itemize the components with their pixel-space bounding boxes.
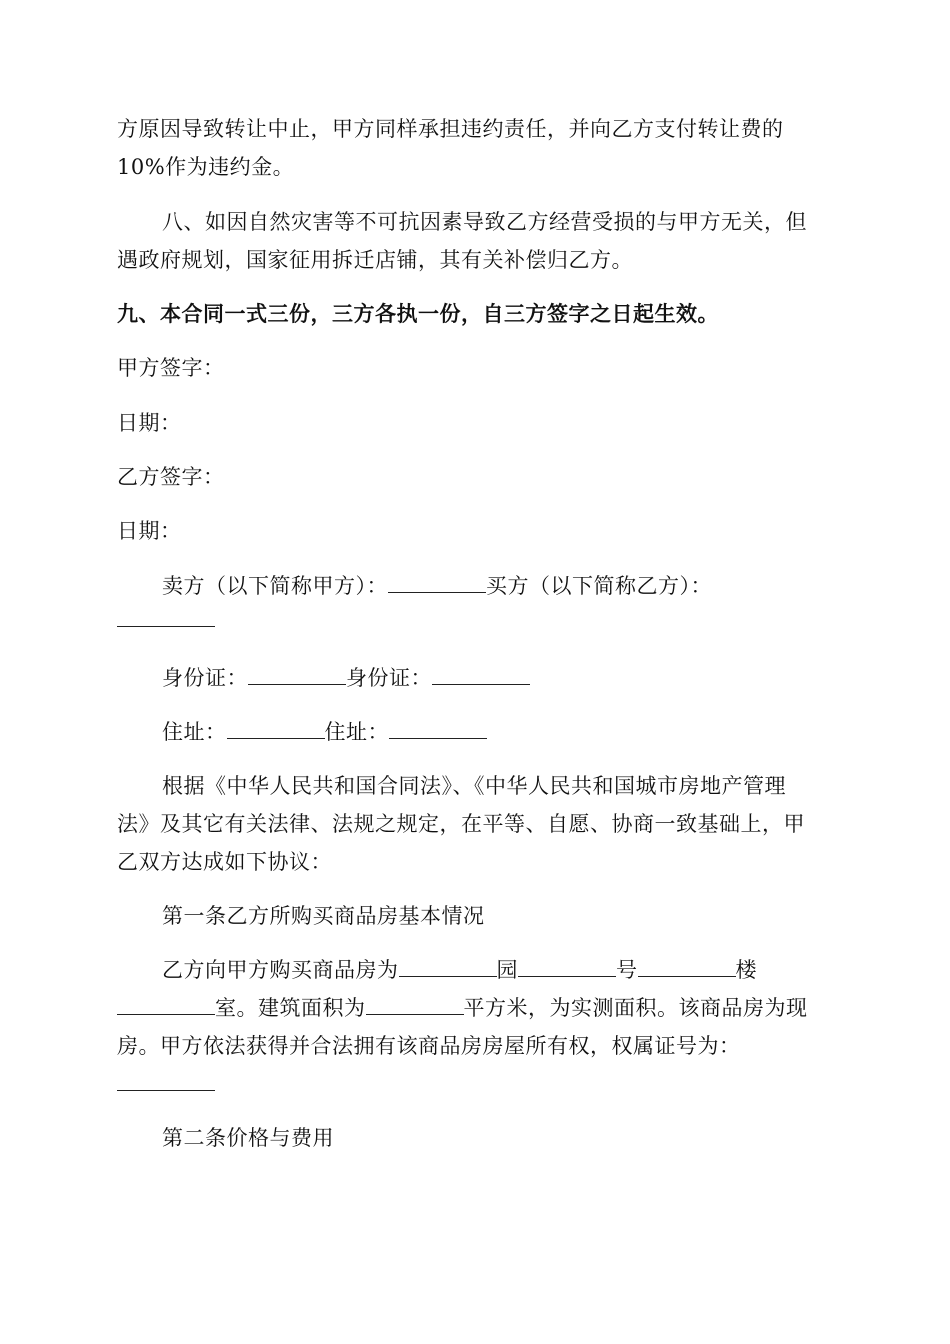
- area-blank: [366, 994, 464, 1015]
- address-blank-a: [227, 718, 325, 739]
- para-nine: [117, 299, 719, 329]
- id-blank-a: [248, 664, 346, 685]
- seller-name-blank: [388, 572, 486, 593]
- article-one-line-2: [117, 993, 808, 1023]
- date-label-1: [117, 408, 182, 438]
- room-blank: [117, 994, 215, 1015]
- text: 日期：: [117, 411, 182, 435]
- text: 第二条价格与费用: [162, 1126, 334, 1150]
- text: 根据《中华人民共和国合同法》、《中华人民共和国城市房地产管理: [162, 774, 786, 798]
- id-label-a: 身份证：: [162, 666, 248, 690]
- seller-label: 卖方（以下简称甲方）：: [162, 574, 388, 598]
- address-label-b: 住址：: [324, 720, 389, 744]
- id-blank-b: [432, 664, 530, 685]
- address-blank-b: [389, 718, 487, 739]
- address-line: [162, 717, 487, 747]
- text: 园: [496, 958, 518, 982]
- id-card-line: [162, 663, 530, 693]
- seller-buyer-line: [162, 571, 712, 601]
- date-label-2: [117, 516, 182, 546]
- text: 10%作为违约金。: [117, 155, 295, 179]
- text: 遇政府规划，国家征用拆迁店铺，其有关补偿归乙方。: [117, 248, 633, 272]
- number-blank: [518, 956, 616, 977]
- id-label-b: 身份证：: [346, 666, 432, 690]
- estate-blank: [399, 956, 497, 977]
- article-one-title: [162, 901, 485, 931]
- article-one-line-1: [162, 955, 757, 985]
- certificate-blank-line: [117, 1069, 215, 1099]
- para-seven-line-2: [117, 152, 294, 182]
- text: 号: [616, 958, 638, 982]
- party-b-signature-label: [117, 462, 225, 492]
- para-eight-line-1: [162, 207, 807, 237]
- text: 法》及其它有关法律、法规之规定，在平等、自愿、协商一致基础上，甲: [117, 812, 805, 836]
- buyer-name-blank-line: [117, 605, 215, 635]
- buyer-label: 买方（以下简称乙方）：: [486, 574, 712, 598]
- text: 八、如因自然灾害等不可抗因素导致乙方经营受损的与甲方无关，但: [162, 210, 807, 234]
- text: 乙方向甲方购买商品房为: [162, 958, 399, 982]
- party-a-signature-label: [117, 353, 225, 383]
- text: 乙方签字：: [117, 465, 225, 489]
- certificate-number-blank: [117, 1070, 215, 1091]
- text: 方原因导致转让中止，甲方同样承担违约责任，并向乙方支付转让费的: [117, 117, 784, 141]
- text: 楼: [735, 958, 757, 982]
- address-label-a: 住址：: [162, 720, 227, 744]
- text: 第一条乙方所购买商品房基本情况: [162, 904, 485, 928]
- text: 九、本合同一式三份，三方各执一份，自三方签字之日起生效。: [117, 301, 719, 326]
- preamble-line-3: [117, 847, 332, 877]
- para-seven-line-1: [117, 114, 784, 144]
- text: 室。建筑面积为: [215, 996, 366, 1020]
- text: 日期：: [117, 519, 182, 543]
- article-one-line-3: [117, 1031, 741, 1061]
- preamble-line-2: [117, 809, 805, 839]
- article-two-title: [162, 1123, 334, 1153]
- text: 平方米，为实测面积。该商品房为现: [463, 996, 808, 1020]
- preamble-line-1: [162, 771, 786, 801]
- buyer-name-blank: [117, 606, 215, 627]
- text: 甲方签字：: [117, 356, 225, 380]
- text: 房。甲方依法获得并合法拥有该商品房房屋所有权，权属证号为：: [117, 1034, 741, 1058]
- para-eight-line-2: [117, 245, 633, 275]
- building-blank: [638, 956, 736, 977]
- text: 乙双方达成如下协议：: [117, 850, 332, 874]
